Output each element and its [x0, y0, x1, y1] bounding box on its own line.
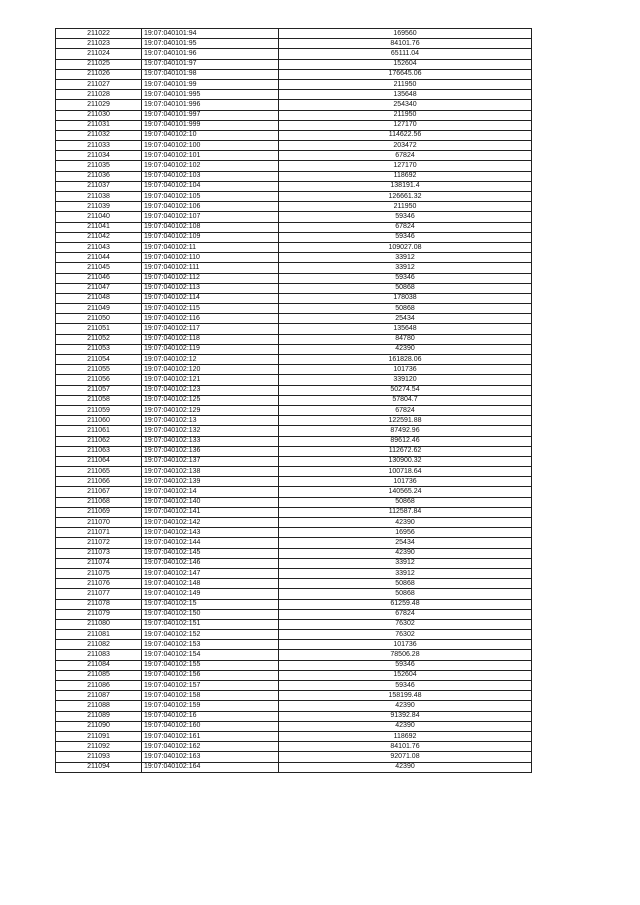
row-number-cell: 211083 — [56, 650, 142, 660]
row-number-cell: 211049 — [56, 304, 142, 314]
row-number-cell: 211055 — [56, 365, 142, 375]
value-cell: 67824 — [279, 405, 532, 415]
value-cell: 114622.56 — [279, 130, 532, 140]
table-row — [56, 49, 532, 59]
row-number-cell: 211056 — [56, 375, 142, 385]
value-cell: 25434 — [279, 314, 532, 324]
cadastral-number-cell: 19:07:040102:154 — [142, 650, 279, 660]
row-number-cell: 211060 — [56, 416, 142, 426]
row-number-cell: 211085 — [56, 670, 142, 680]
row-number-cell: 211030 — [56, 110, 142, 120]
table-row — [56, 344, 532, 354]
row-number-cell: 211035 — [56, 161, 142, 171]
cadastral-number-cell: 19:07:040102:133 — [142, 436, 279, 446]
value-cell: 67824 — [279, 151, 532, 161]
value-cell: 67824 — [279, 222, 532, 232]
row-number-cell: 211041 — [56, 222, 142, 232]
row-number-cell: 211058 — [56, 395, 142, 405]
value-cell: 211950 — [279, 110, 532, 120]
cadastral-number-cell: 19:07:040102:156 — [142, 670, 279, 680]
cadastral-number-cell: 19:07:040102:144 — [142, 538, 279, 548]
row-number-cell: 211067 — [56, 487, 142, 497]
table-row — [56, 436, 532, 446]
cadastral-number-cell: 19:07:040102:118 — [142, 334, 279, 344]
cadastral-number-cell: 19:07:040102:113 — [142, 283, 279, 293]
table-row — [56, 477, 532, 487]
cadastral-number-cell: 19:07:040102:111 — [142, 263, 279, 273]
cadastral-number-cell: 19:07:040102:149 — [142, 589, 279, 599]
value-cell: 126661.32 — [279, 192, 532, 202]
value-cell: 67824 — [279, 609, 532, 619]
row-number-cell: 211092 — [56, 742, 142, 752]
cadastral-number-cell: 19:07:040102:162 — [142, 742, 279, 752]
cadastral-number-cell: 19:07:040102:146 — [142, 558, 279, 568]
table-row — [56, 171, 532, 181]
row-number-cell: 211062 — [56, 436, 142, 446]
cadastral-number-cell: 19:07:040102:121 — [142, 375, 279, 385]
table-row — [56, 130, 532, 140]
table-row — [56, 151, 532, 161]
table-row — [56, 742, 532, 752]
row-number-cell: 211091 — [56, 731, 142, 741]
value-cell: 127170 — [279, 120, 532, 130]
table-row — [56, 273, 532, 283]
value-cell: 42390 — [279, 721, 532, 731]
table-row — [56, 721, 532, 731]
row-number-cell: 211046 — [56, 273, 142, 283]
table-row — [56, 518, 532, 528]
cadastral-number-cell: 19:07:040102:145 — [142, 548, 279, 558]
value-cell: 92071.08 — [279, 752, 532, 762]
cadastral-number-cell: 19:07:040102:151 — [142, 619, 279, 629]
value-cell: 59346 — [279, 273, 532, 283]
row-number-cell: 211052 — [56, 334, 142, 344]
row-number-cell: 211077 — [56, 589, 142, 599]
value-cell: 339120 — [279, 375, 532, 385]
table-row — [56, 375, 532, 385]
value-cell: 25434 — [279, 538, 532, 548]
table-row — [56, 253, 532, 263]
table-row — [56, 446, 532, 456]
table-row — [56, 181, 532, 191]
row-number-cell: 211080 — [56, 619, 142, 629]
row-number-cell: 211023 — [56, 39, 142, 49]
cadastral-number-cell: 19:07:040102:125 — [142, 395, 279, 405]
value-cell: 127170 — [279, 161, 532, 171]
table-row — [56, 579, 532, 589]
table-row — [56, 212, 532, 222]
table-row — [56, 538, 532, 548]
value-cell: 254340 — [279, 100, 532, 110]
row-number-cell: 211093 — [56, 752, 142, 762]
row-number-cell: 211025 — [56, 59, 142, 69]
cadastral-number-cell: 19:07:040102:105 — [142, 192, 279, 202]
row-number-cell: 211038 — [56, 192, 142, 202]
table-row — [56, 324, 532, 334]
value-cell: 91392.84 — [279, 711, 532, 721]
cadastral-number-cell: 19:07:040102:106 — [142, 202, 279, 212]
row-number-cell: 211040 — [56, 212, 142, 222]
row-number-cell: 211088 — [56, 701, 142, 711]
cadastral-number-cell: 19:07:040102:12 — [142, 355, 279, 365]
cadastral-number-cell: 19:07:040102:110 — [142, 253, 279, 263]
cadastral-number-cell: 19:07:040102:155 — [142, 660, 279, 670]
table-row — [56, 202, 532, 212]
value-cell: 101736 — [279, 640, 532, 650]
cadastral-number-cell: 19:07:040102:114 — [142, 293, 279, 303]
row-number-cell: 211039 — [56, 202, 142, 212]
value-cell: 50868 — [279, 283, 532, 293]
row-number-cell: 211068 — [56, 497, 142, 507]
table-row — [56, 304, 532, 314]
table-row — [56, 395, 532, 405]
row-number-cell: 211048 — [56, 293, 142, 303]
cadastral-number-cell: 19:07:040102:123 — [142, 385, 279, 395]
table-row — [56, 293, 532, 303]
table-row — [56, 365, 532, 375]
table-row — [56, 29, 532, 39]
value-cell: 76302 — [279, 619, 532, 629]
row-number-cell: 211027 — [56, 79, 142, 89]
table-row — [56, 599, 532, 609]
row-number-cell: 211059 — [56, 405, 142, 415]
value-cell: 61259.48 — [279, 599, 532, 609]
value-cell: 33912 — [279, 558, 532, 568]
cadastral-number-cell: 19:07:040102:137 — [142, 456, 279, 466]
cadastral-number-cell: 19:07:040102:103 — [142, 171, 279, 181]
value-cell: 59346 — [279, 660, 532, 670]
cadastral-number-cell: 19:07:040102:140 — [142, 497, 279, 507]
cadastral-number-cell: 19:07:040101:96 — [142, 49, 279, 59]
table-row — [56, 507, 532, 517]
row-number-cell: 211075 — [56, 568, 142, 578]
row-number-cell: 211081 — [56, 630, 142, 640]
cadastral-number-cell: 19:07:040102:153 — [142, 640, 279, 650]
value-cell: 59346 — [279, 212, 532, 222]
table-row — [56, 416, 532, 426]
row-number-cell: 211070 — [56, 518, 142, 528]
value-cell: 42390 — [279, 762, 532, 772]
row-number-cell: 211074 — [56, 558, 142, 568]
row-number-cell: 211069 — [56, 507, 142, 517]
value-cell: 140565.24 — [279, 487, 532, 497]
row-number-cell: 211086 — [56, 681, 142, 691]
table-row — [56, 528, 532, 538]
cadastral-number-cell: 19:07:040102:11 — [142, 242, 279, 252]
row-number-cell: 211034 — [56, 151, 142, 161]
table-row — [56, 385, 532, 395]
value-cell: 118692 — [279, 171, 532, 181]
cadastral-number-cell: 19:07:040101:996 — [142, 100, 279, 110]
cadastral-number-cell: 19:07:040102:107 — [142, 212, 279, 222]
value-cell: 109027.08 — [279, 242, 532, 252]
cadastral-number-cell: 19:07:040102:163 — [142, 752, 279, 762]
table-row — [56, 589, 532, 599]
row-number-cell: 211044 — [56, 253, 142, 263]
value-cell: 84101.76 — [279, 39, 532, 49]
cadastral-number-cell: 19:07:040102:132 — [142, 426, 279, 436]
cadastral-number-cell: 19:07:040101:999 — [142, 120, 279, 130]
table-row — [56, 263, 532, 273]
row-number-cell: 211057 — [56, 385, 142, 395]
value-cell: 78506.28 — [279, 650, 532, 660]
cadastral-number-cell: 19:07:040102:13 — [142, 416, 279, 426]
value-cell: 169560 — [279, 29, 532, 39]
cadastral-number-cell: 19:07:040102:101 — [142, 151, 279, 161]
table-row — [56, 660, 532, 670]
row-number-cell: 211089 — [56, 711, 142, 721]
table-row — [56, 100, 532, 110]
table-row — [56, 405, 532, 415]
table-row — [56, 619, 532, 629]
row-number-cell: 211029 — [56, 100, 142, 110]
table-row — [56, 548, 532, 558]
value-cell: 42390 — [279, 701, 532, 711]
cadastral-number-cell: 19:07:040102:152 — [142, 630, 279, 640]
value-cell: 65111.04 — [279, 49, 532, 59]
value-cell: 135648 — [279, 90, 532, 100]
value-cell: 101736 — [279, 477, 532, 487]
table-row — [56, 426, 532, 436]
row-number-cell: 211073 — [56, 548, 142, 558]
value-cell: 176645.06 — [279, 69, 532, 79]
table-row — [56, 711, 532, 721]
value-cell: 211950 — [279, 79, 532, 89]
cadastral-number-cell: 19:07:040102:109 — [142, 232, 279, 242]
value-cell: 33912 — [279, 568, 532, 578]
row-number-cell: 211063 — [56, 446, 142, 456]
cadastral-number-cell: 19:07:040102:157 — [142, 681, 279, 691]
table-row — [56, 670, 532, 680]
row-number-cell: 211066 — [56, 477, 142, 487]
row-number-cell: 211036 — [56, 171, 142, 181]
table-row — [56, 467, 532, 477]
value-cell: 50868 — [279, 589, 532, 599]
cadastral-number-cell: 19:07:040102:150 — [142, 609, 279, 619]
row-number-cell: 211031 — [56, 120, 142, 130]
data-table — [55, 28, 532, 773]
table-row — [56, 456, 532, 466]
row-number-cell: 211033 — [56, 141, 142, 151]
cadastral-number-cell: 19:07:040102:104 — [142, 181, 279, 191]
cadastral-number-cell: 19:07:040102:100 — [142, 141, 279, 151]
row-number-cell: 211037 — [56, 181, 142, 191]
cadastral-number-cell: 19:07:040102:14 — [142, 487, 279, 497]
table-body — [56, 29, 532, 773]
value-cell: 42390 — [279, 344, 532, 354]
row-number-cell: 211090 — [56, 721, 142, 731]
value-cell: 59346 — [279, 681, 532, 691]
row-number-cell: 211026 — [56, 69, 142, 79]
cadastral-number-cell: 19:07:040101:94 — [142, 29, 279, 39]
cadastral-number-cell: 19:07:040102:115 — [142, 304, 279, 314]
value-cell: 50868 — [279, 497, 532, 507]
value-cell: 50868 — [279, 304, 532, 314]
value-cell: 178038 — [279, 293, 532, 303]
row-number-cell: 211065 — [56, 467, 142, 477]
table-row — [56, 568, 532, 578]
row-number-cell: 211047 — [56, 283, 142, 293]
cadastral-number-cell: 19:07:040102:158 — [142, 691, 279, 701]
row-number-cell: 211064 — [56, 456, 142, 466]
row-number-cell: 211079 — [56, 609, 142, 619]
row-number-cell: 211028 — [56, 90, 142, 100]
table-row — [56, 640, 532, 650]
cadastral-number-cell: 19:07:040101:995 — [142, 90, 279, 100]
value-cell: 87492.96 — [279, 426, 532, 436]
value-cell: 76302 — [279, 630, 532, 640]
cadastral-number-cell: 19:07:040102:116 — [142, 314, 279, 324]
value-cell: 89612.46 — [279, 436, 532, 446]
value-cell: 33912 — [279, 263, 532, 273]
cadastral-number-cell: 19:07:040102:129 — [142, 405, 279, 415]
table-row — [56, 242, 532, 252]
value-cell: 161828.06 — [279, 355, 532, 365]
cadastral-number-cell: 19:07:040102:119 — [142, 344, 279, 354]
table-row — [56, 681, 532, 691]
table-row — [56, 39, 532, 49]
row-number-cell: 211042 — [56, 232, 142, 242]
table-row — [56, 161, 532, 171]
table-row — [56, 192, 532, 202]
table-row — [56, 59, 532, 69]
value-cell: 84780 — [279, 334, 532, 344]
value-cell: 203472 — [279, 141, 532, 151]
cadastral-number-cell: 19:07:040102:117 — [142, 324, 279, 334]
row-number-cell: 211094 — [56, 762, 142, 772]
table-row — [56, 141, 532, 151]
table-row — [56, 650, 532, 660]
table-row — [56, 487, 532, 497]
cadastral-number-cell: 19:07:040101:99 — [142, 79, 279, 89]
cadastral-number-cell: 19:07:040102:138 — [142, 467, 279, 477]
cadastral-number-cell: 19:07:040102:142 — [142, 518, 279, 528]
value-cell: 158199.48 — [279, 691, 532, 701]
table-row — [56, 752, 532, 762]
cadastral-number-cell: 19:07:040102:160 — [142, 721, 279, 731]
table-row — [56, 90, 532, 100]
cadastral-number-cell: 19:07:040102:148 — [142, 579, 279, 589]
cadastral-number-cell: 19:07:040102:108 — [142, 222, 279, 232]
table-row — [56, 497, 532, 507]
value-cell: 135648 — [279, 324, 532, 334]
table-row — [56, 314, 532, 324]
cadastral-number-cell: 19:07:040102:164 — [142, 762, 279, 772]
table-row — [56, 232, 532, 242]
cadastral-number-cell: 19:07:040101:98 — [142, 69, 279, 79]
row-number-cell: 211043 — [56, 242, 142, 252]
row-number-cell: 211053 — [56, 344, 142, 354]
value-cell: 112587.84 — [279, 507, 532, 517]
table-row — [56, 120, 532, 130]
value-cell: 152604 — [279, 670, 532, 680]
cadastral-number-cell: 19:07:040102:16 — [142, 711, 279, 721]
row-number-cell: 211045 — [56, 263, 142, 273]
row-number-cell: 211071 — [56, 528, 142, 538]
cadastral-number-cell: 19:07:040102:147 — [142, 568, 279, 578]
cadastral-number-cell: 19:07:040102:161 — [142, 731, 279, 741]
table-row — [56, 355, 532, 365]
value-cell: 59346 — [279, 232, 532, 242]
table-row — [56, 731, 532, 741]
cadastral-number-cell: 19:07:040102:159 — [142, 701, 279, 711]
value-cell: 42390 — [279, 518, 532, 528]
value-cell: 138191.4 — [279, 181, 532, 191]
row-number-cell: 211076 — [56, 579, 142, 589]
row-number-cell: 211022 — [56, 29, 142, 39]
table-row — [56, 69, 532, 79]
value-cell: 152604 — [279, 59, 532, 69]
table-row — [56, 609, 532, 619]
table-row — [56, 762, 532, 772]
row-number-cell: 211084 — [56, 660, 142, 670]
value-cell: 50868 — [279, 579, 532, 589]
row-number-cell: 211061 — [56, 426, 142, 436]
value-cell: 57804.7 — [279, 395, 532, 405]
row-number-cell: 211078 — [56, 599, 142, 609]
value-cell: 118692 — [279, 731, 532, 741]
table-row — [56, 283, 532, 293]
cadastral-number-cell: 19:07:040102:102 — [142, 161, 279, 171]
cadastral-number-cell: 19:07:040101:997 — [142, 110, 279, 120]
row-number-cell: 211054 — [56, 355, 142, 365]
value-cell: 50274.54 — [279, 385, 532, 395]
row-number-cell: 211024 — [56, 49, 142, 59]
table-row — [56, 558, 532, 568]
cadastral-number-cell: 19:07:040102:15 — [142, 599, 279, 609]
cadastral-number-cell: 19:07:040101:95 — [142, 39, 279, 49]
row-number-cell: 211087 — [56, 691, 142, 701]
cadastral-number-cell: 19:07:040102:120 — [142, 365, 279, 375]
cadastral-number-cell: 19:07:040102:141 — [142, 507, 279, 517]
table-row — [56, 110, 532, 120]
cadastral-number-cell: 19:07:040102:10 — [142, 130, 279, 140]
cadastral-number-cell: 19:07:040101:97 — [142, 59, 279, 69]
row-number-cell: 211032 — [56, 130, 142, 140]
value-cell: 211950 — [279, 202, 532, 212]
row-number-cell: 211050 — [56, 314, 142, 324]
cadastral-number-cell: 19:07:040102:143 — [142, 528, 279, 538]
row-number-cell: 211082 — [56, 640, 142, 650]
value-cell: 84101.76 — [279, 742, 532, 752]
row-number-cell: 211072 — [56, 538, 142, 548]
value-cell: 100718.64 — [279, 467, 532, 477]
cadastral-number-cell: 19:07:040102:136 — [142, 446, 279, 456]
cadastral-number-cell: 19:07:040102:112 — [142, 273, 279, 283]
cadastral-number-cell: 19:07:040102:139 — [142, 477, 279, 487]
document-page — [55, 28, 531, 773]
value-cell: 16956 — [279, 528, 532, 538]
table-row — [56, 691, 532, 701]
value-cell: 33912 — [279, 253, 532, 263]
table-row — [56, 222, 532, 232]
table-row — [56, 701, 532, 711]
value-cell: 122591.88 — [279, 416, 532, 426]
value-cell: 130900.32 — [279, 456, 532, 466]
value-cell: 101736 — [279, 365, 532, 375]
table-row — [56, 630, 532, 640]
table-row — [56, 79, 532, 89]
value-cell: 112672.62 — [279, 446, 532, 456]
row-number-cell: 211051 — [56, 324, 142, 334]
table-row — [56, 334, 532, 344]
value-cell: 42390 — [279, 548, 532, 558]
